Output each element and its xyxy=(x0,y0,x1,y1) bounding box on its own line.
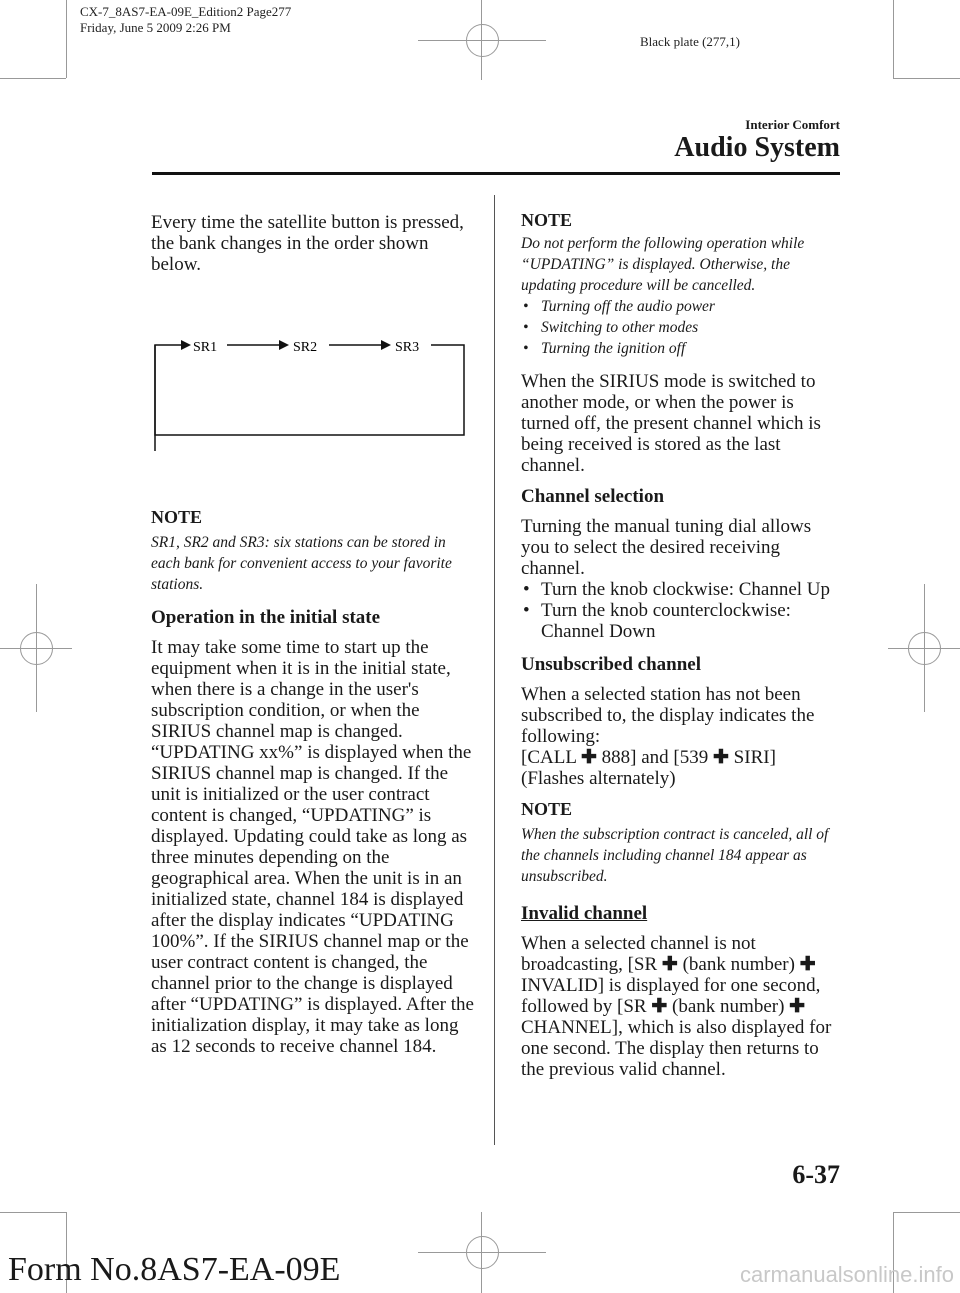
registration-mark-top xyxy=(418,0,546,80)
watermark: carmanualsonline.info xyxy=(739,1262,954,1287)
plus-icon: ✚ xyxy=(789,996,806,1017)
initial-state-paragraph: It may take some time to start up the equipment when it is in the initial state, when there is a change in the user's subscription condition, or when the SIRIUS channel map is changed. “UPDATING xx%” is displayed when the SIRIUS channel map is changed. If the unit is initialized or the user contract content is changed, “UPDATING” is displayed. Updating could take as long as three minutes depending on the geographical area. When the unit is in an initialized state, channel 184 is displayed after the display indicates “UPDATING 100%”. If the SIRIUS channel map or the user contract content is changed, the channel prior to the change is displayed after “UPDATING” is displayed. After the initialization display, it may take as long as 12 seconds to receive channel 184. xyxy=(151,637,474,1057)
plate-label: Black plate (277,1) xyxy=(640,34,740,49)
registration-mark-bottom xyxy=(418,1212,546,1293)
diagram-label-sr2: SR2 xyxy=(293,340,318,355)
note-title: NOTE xyxy=(521,210,573,230)
chapter-title: Interior Comfort xyxy=(745,117,840,132)
crop-mark xyxy=(893,78,960,79)
mode-switch-paragraph: When the SIRIUS mode is switched to another mode, or when the power is turned off, the present channel which is being received is stored as the last channel. xyxy=(521,371,821,476)
column-divider xyxy=(494,195,495,1145)
plus-icon: ✚ xyxy=(661,954,678,975)
registration-mark-left xyxy=(0,584,72,712)
heading-channel-selection: Channel selection xyxy=(521,486,665,507)
left-column xyxy=(151,212,476,1067)
list-item: • Turning the ignition off xyxy=(521,338,843,359)
list-item: • Turn the knob clockwise: Channel Up xyxy=(521,579,843,600)
page-number: 6-37 xyxy=(792,1160,840,1189)
text-fragment: CHANNEL], which is also displayed for one second. The display then returns to the previous valid channel. xyxy=(521,1017,832,1080)
arrow-icon xyxy=(279,340,289,350)
crop-mark xyxy=(893,0,894,78)
diagram-label-sr3: SR3 xyxy=(395,340,420,355)
plus-icon: ✚ xyxy=(713,747,729,768)
arrow-icon xyxy=(381,340,391,350)
intro-paragraph: Every time the satellite button is pressed, the bank changes in the order shown below. xyxy=(151,212,464,275)
plus-icon: ✚ xyxy=(651,996,668,1017)
plus-icon: ✚ xyxy=(580,747,597,768)
invalid-channel-paragraph xyxy=(521,933,843,1080)
diagram-label-sr1: SR1 xyxy=(193,340,218,355)
note-list xyxy=(521,296,843,359)
note-text: SR1, SR2 and SR3: six stations can be stored in each bank for convenient access to your favorite stations. xyxy=(151,534,452,593)
form-number: Form No.8AS7-EA-09E xyxy=(8,1251,341,1288)
print-header-line1: CX-7_8AS7-EA-09E_Edition2 Page277 xyxy=(80,4,292,19)
display-text xyxy=(521,747,843,768)
crop-mark xyxy=(0,1212,66,1213)
crop-mark xyxy=(0,78,66,79)
list-item: • Turn the knob counterclockwise: Channel Down xyxy=(521,600,843,642)
list-item: • Turning off the audio power xyxy=(521,296,843,317)
bank-order-diagram xyxy=(151,331,471,451)
crop-mark xyxy=(66,0,67,78)
note-title: NOTE xyxy=(151,507,203,527)
channel-selection-paragraph: Turning the manual tuning dial allows you to select the desired receiving channel. xyxy=(521,516,812,579)
unsubscribed-paragraph: When a selected station has not been subscribed to, the display indicates the following: xyxy=(521,684,815,747)
note-text: Do not perform the following operation while “UPDATING” is displayed. Otherwise, the updating procedure will be cancelled. xyxy=(521,235,805,294)
channel-selection-list xyxy=(521,579,843,642)
registration-mark-right xyxy=(888,584,960,712)
section-title: Audio System xyxy=(674,132,840,163)
display-fragment: SIRI] xyxy=(733,747,776,768)
arrow-icon xyxy=(181,340,191,350)
plus-icon: ✚ xyxy=(799,954,816,975)
header-rule xyxy=(152,172,840,175)
text-fragment: (bank number) xyxy=(672,996,785,1017)
display-flash-note: (Flashes alternately) xyxy=(521,768,676,789)
list-item: • Switching to other modes xyxy=(521,317,843,338)
right-column xyxy=(521,210,843,1090)
note-text: When the subscription contract is canceled, all of the channels including channel 184 appear as unsubscribed. xyxy=(521,826,829,885)
display-fragment: [CALL xyxy=(521,747,577,768)
heading-initial-state: Operation in the initial state xyxy=(151,607,381,628)
text-fragment: INVALID] is displayed for one second, followed by [SR xyxy=(521,975,821,1017)
note-title: NOTE xyxy=(521,799,573,819)
print-header xyxy=(80,4,291,36)
heading-invalid-channel: Invalid channel xyxy=(521,903,648,924)
print-header-line2: Friday, June 5 2009 2:26 PM xyxy=(80,20,231,35)
crop-mark xyxy=(893,1212,960,1213)
display-fragment: 888] and [539 xyxy=(601,747,709,768)
text-fragment: When a selected channel is not broadcasting, [SR xyxy=(521,933,756,975)
text-fragment: (bank number) xyxy=(682,954,795,975)
heading-unsubscribed: Unsubscribed channel xyxy=(521,654,702,675)
